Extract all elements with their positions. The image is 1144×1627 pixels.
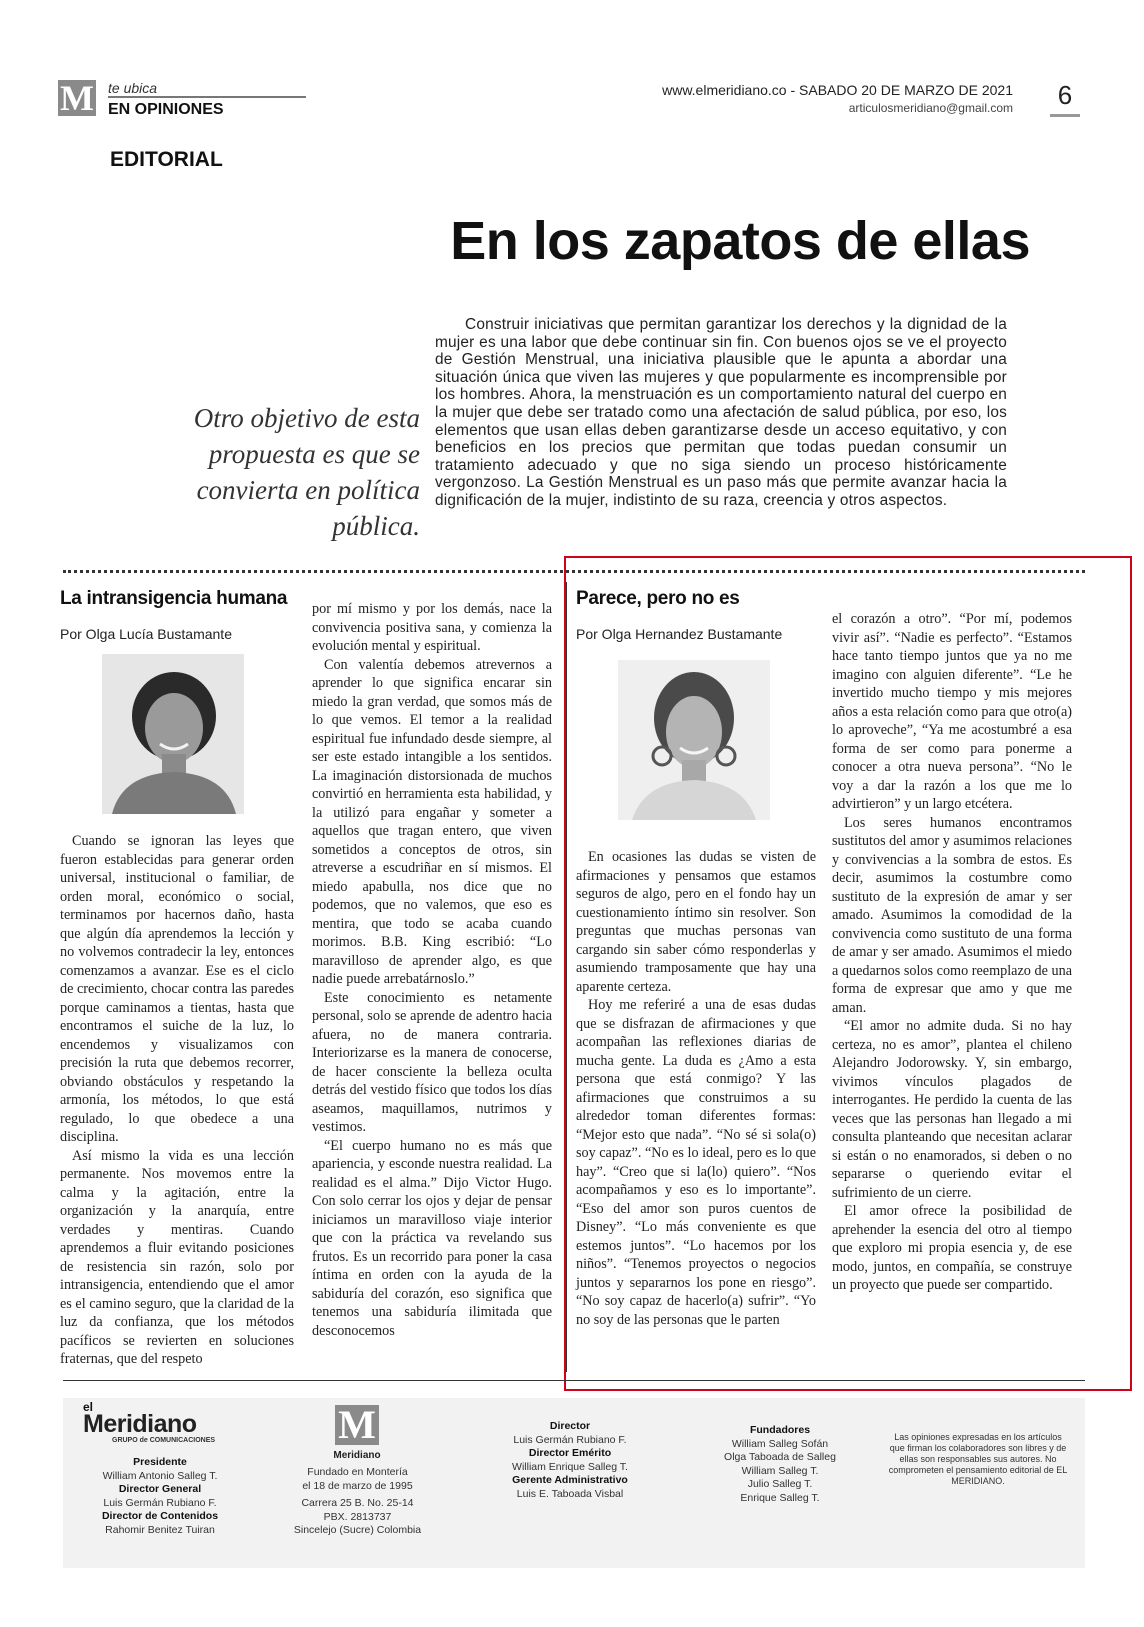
city-line: Sincelejo (Sucre) Colombia	[293, 1524, 422, 1536]
editorial-label: EDITORIAL	[110, 148, 223, 171]
header-rule	[108, 96, 306, 98]
address-line: Carrera 25 B. No. 25-14	[301, 1497, 414, 1509]
article2-col2-paragraph: Los seres humanos encontramos sustitutos del amor y asumimos relaciones y convivencias a la sombra de estos. Es decir, asumimos la costumbre como sustituto de la expresión de amar y ser amado. Asumimos la comodidad de la convivencia como sustituto de una forma de amar y ser amado. Asumimos el miedo a quedarnos solos como reemplazo de una forma de expresar que amo y que me aman.	[832, 814, 1072, 1016]
director-contenidos-label: Director de Contenidos	[101, 1510, 219, 1522]
founder-name: William Salleg Sofán	[731, 1437, 829, 1450]
gerente-name: Luis E. Taboada Visbal	[516, 1487, 624, 1500]
article1-col2-paragraph: “El cuerpo humano no es más que apariencia, y esconde nuestra realidad. La realidad es el alma.” Dijo Victor Hugo. Con solo cerrar los ojos y dejar de pensar iniciamos un maravilloso viaje interior que con la práctica va revelando sus frutos. Es un recorrido para poner la casa íntima en orden con la ayuda de la sabiduría del corazón, eso significa que tenemos una sabiduría ilimitada que desconocemos	[312, 1137, 552, 1339]
article1-col2-paragraph: por mí mismo y por los demás, nace la convivencia positiva sana, y comienza la evolución mental y espiritual.	[312, 601, 552, 654]
article1-author: Por Olga Lucía Bustamante	[60, 626, 232, 642]
footer-disclaimer: Las opiniones expresadas en los artículos que firman los colaboradores son libres y de ellas son responsables sus autores. No comprometen el pensamiento editorial de EL MERIDIANO.	[888, 1432, 1068, 1486]
founder-name: William Salleg T.	[741, 1464, 819, 1477]
founder-name: Olga Taboada de Salleg	[724, 1451, 836, 1463]
meridiano-logo: M	[58, 80, 96, 116]
article2-col2-paragraph: El amor ofrece la posibilidad de aprehender la esencia del otro al tiempo que exploro mi propia esencia y, de ese modo, juntos, en compañía, se construye un proyecto que puede ser compartido.	[832, 1203, 1072, 1293]
article1-col2-paragraph: Con valentía debemos atrevernos a aprender lo que significa encarar sin miedo la gran verdad, que somos más de lo que vemos. El temor a la realidad espiritual fue infundado desde siempre, al ser este estado intangible a los sentidos. La imaginación distorsionada de muchos convirtió en herramienta esta habilidad, y la utilizó para engañar y someter a aquellos que tragan entero, que viven sometidos a conceptos de otros, sin atreverse a escudriñar en sí mismos. El miedo apabulla, nos dice que no podemos, que no valemos, que eso es mentira, que todo se acaba cuando morimos. B.B. King escribió: “Lo maravilloso de aprender algo, es que nadie puede arrebatárnoslo.”	[312, 656, 552, 987]
director-label: Director	[549, 1420, 591, 1432]
footer-executives	[70, 1456, 250, 1537]
presidente-name: William Antonio Salleg T.	[102, 1469, 218, 1482]
founder-name: Julio Salleg T.	[747, 1478, 813, 1490]
article1-column1	[60, 832, 294, 1369]
director-general-name: Luis Germán Rubiano F.	[103, 1496, 217, 1509]
article2-author: Por Olga Hernandez Bustamante	[576, 626, 783, 642]
pbx-line: PBX. 2813737	[323, 1510, 392, 1523]
director-emerito-label: Director Emérito	[528, 1447, 612, 1459]
director-name: Luis Germán Rubiano F.	[513, 1433, 627, 1446]
footer-brand-name: Meridiano	[83, 1410, 197, 1438]
director-contenidos-name: Rahomir Benitez Tuiran	[105, 1523, 215, 1536]
article2-col1-paragraph: En ocasiones las dudas se visten de afirmaciones y pensamos que estamos seguros de algo, pero en el fondo hay un cuestionamiento íntimo sin resolver. Son preguntas que muchas personas van cargando sin saber cómo responderlas y asumiendo tramposamente que hay una aparente certeza.	[576, 849, 816, 995]
article1-author-photo	[102, 654, 244, 814]
header-email: articulosmeridiano@gmail.com	[848, 101, 1013, 115]
footer-logo: M	[335, 1405, 379, 1445]
article2-col2-paragraph: “El amor no admite duda. Si no hay certeza, no es amor”, plantea el chileno Alejandro Jodorowsky. Y, sin embargo, vivimos vínculos plagados de interrogantes. He perdido la cuenta de las veces que las personas han llegado a mi consulta planteando que necesitan aclarar si están o no enamorados, si deben o no separarse o queriendo evitar el sufrimiento de un cierre.	[832, 1018, 1072, 1201]
footer-founding-info	[285, 1466, 430, 1538]
article1-title: La intransigencia humana	[60, 588, 288, 609]
header-tagline: te ubica	[108, 80, 158, 96]
article2-col1-paragraph: Hoy me referiré a una de esas dudas que se disfrazan de afirmaciones y que acompañan las reflexiones diarias de mucha gente. La duda es ¿Amo a esta persona que está conmigo? Y las afirmaciones que construimos a su alrededor toman diferentes formas: “Mejor esto que nada”. “No sé si sola(o) soy capaz”. “No es lo ideal, pero es lo que hay”. “Creo que si la(lo) quiero”. “Nos acompañamos y eso es lo importante”. “Eso del amor son puros cuentos de Disney”. “Lo más conveniente es que estemos juntos”. “Lo hacemos por los niños”. “Tenemos proyectos o negocios juntos y separarnos los pone en riesgo”. “No soy capaz de hacerlo(a) sufrir”. “Yo no soy de las personas que le parten	[576, 997, 816, 1328]
header-url-date: www.elmeridiano.co - SABADO 20 DE MARZO DE 2021	[662, 82, 1013, 98]
page-number-rule	[1050, 114, 1080, 117]
footer-rule	[63, 1380, 1085, 1381]
author-portrait-icon	[102, 654, 244, 814]
section-name: EN OPINIONES	[108, 101, 224, 118]
article1-col1-paragraph: Cuando se ignoran las leyes que fueron establecidas para generar orden universal, institucional o familiar, de orden moral, económico o social, terminamos por hacernos daño, hasta que algún día aprendemos la lección y no volvemos contradecir la ley, entonces comenzamos a avanzar. Ese es el ciclo de crecimiento, chocar contra las paredes porque caminamos a tientas, hasta que encontramos el suiche de la luz, lo encendemos y visualizamos con precisión la ruta que debemos recorrer, obviando obstáculos y respetando la armonía, los métodos, lo que está regulado, lo que obedece a una disciplina.	[60, 833, 294, 1145]
fundado-date: el 18 de marzo de 1995	[302, 1479, 413, 1492]
footer-founders	[700, 1424, 860, 1505]
article1-column2	[312, 600, 552, 1340]
article2-col2-paragraph: el corazón a otro”. “Por mí, podemos vivir así”. “Nadie es perfecto”. “Estamos hace tanto tiempo juntos que ya no me imagino con alguien diferente”. “Le he invertido mucho tiempo y mis mejores años a esta relación como para que otro(a) lo aproveche”, “Ya me acostumbré a esa forma de ser como para ponerme a conocer a otra nueva persona”. “No le voy a dar la razón a los que me lo advirtieron” y un largo etcétera.	[832, 611, 1072, 812]
director-emerito-name: William Enrique Salleg T.	[512, 1460, 628, 1473]
highlight-box	[564, 556, 1132, 1391]
footer-directors	[490, 1420, 650, 1501]
editorial-headline: En los zapatos de ellas	[450, 211, 1030, 271]
fundado-line: Fundado en Montería	[307, 1466, 408, 1478]
footer-brand-article: el	[83, 1400, 94, 1414]
founder-name: Enrique Salleg T.	[740, 1491, 820, 1504]
gerente-label: Gerente Administrativo	[512, 1474, 628, 1486]
page-number: 6	[1057, 80, 1073, 110]
director-general-label: Director General	[118, 1483, 202, 1495]
footer-brand-subtitle: GRUPO de COMUNICACIONES	[112, 1437, 216, 1444]
article1-col1-paragraph: Así mismo la vida es una lección permanente. Nos movemos entre la calma y la agitación, entre la organización y la anarquía, entre verdades y mentiras. Cuando aprendemos a fluir evitando posiciones de resistencia sin razón, solo por intransigencia, entendiendo que el amor es el camino seguro, que la claridad de la luz da confianza, que los métodos pacíficos se revierten en soluciones fraternas, que del respeto	[60, 1147, 294, 1367]
editorial-pullquote: Otro objetivo de esta propuesta es que se convierta en política pública.	[193, 403, 420, 541]
footer-logo-word: Meridiano	[333, 1450, 381, 1461]
article1-col2-paragraph: Este conocimiento es netamente personal, solo se aprende de adentro hacia afuera, no de manera contraria. Interiorizarse es la manera de conocerse, de hacer consciente la belleza oculta detrás del vestido físico que todos los días aseamos, maquillamos, nutrimos y vestimos.	[312, 989, 552, 1135]
article2-title: Parece, pero no es	[576, 588, 740, 609]
editorial-body: Construir iniciativas que permitan garantizar los derechos y la dignidad de la mujer es una labor que debe continuar sin fin. Con buenos ojos se ve el proyecto de Gestión Menstrual, una iniciativa plausible que le apunta a abordar una situación única que viven las mujeres y que popularmente es incomprensible por los hombres. Ahora, la menstruación es un comportamiento natural del cuerpo en la mujer que debe ser tratado como una afectación de salud pública, por eso, los elementos que usan ellas deben garantizarse desde un acceso equitativo, y con beneficios en los precios que permitan que todas puedan consumir un tratamiento adecuado y que no siga siendo un proceso históricamente vergonzoso. La Gestión Menstrual es un paso más que permite avanzar hacia la dignificación de la mujer, indistinto de su raza, creencia y otros aspectos.	[435, 316, 1007, 509]
presidente-label: Presidente	[133, 1456, 187, 1468]
fundadores-label: Fundadores	[749, 1424, 811, 1436]
